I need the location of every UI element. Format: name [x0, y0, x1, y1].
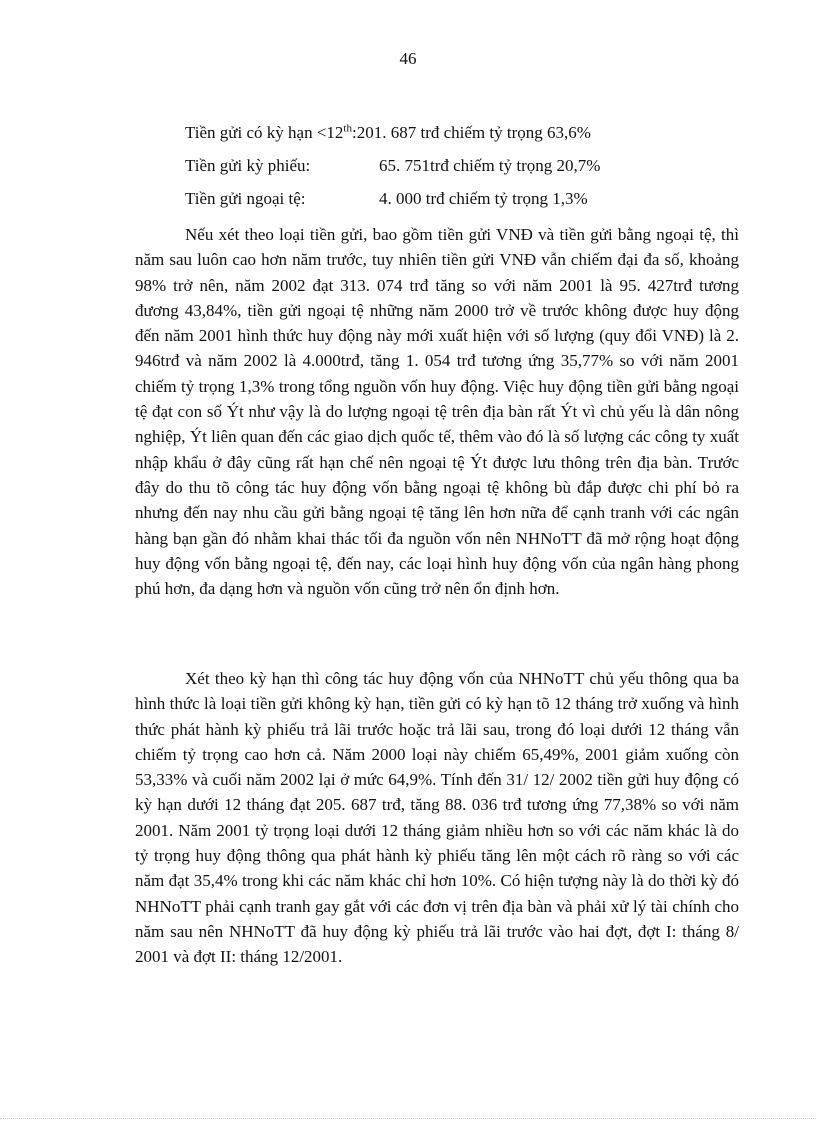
page-number: 46: [399, 49, 417, 68]
deposit-label-foreign-currency: Tiền gửi ngoại tệ:: [185, 189, 306, 208]
deposit-label-term-text: Tiền gửi có kỳ hạn <12: [185, 123, 344, 142]
deposit-row-foreign-currency: [185, 187, 745, 220]
deposit-label-promissory: Tiền gửi kỳ phiếu:: [185, 156, 311, 175]
paragraph-deposit-by-term: Xét theo kỳ hạn thì công tác huy động vốn của NHNoTT chủ yếu thông qua ba hình thức là loại tiền gửi không kỳ hạn, tiền gửi có kỳ hạn tõ 12 tháng trở xuống và hình thức phát hành kỳ phiếu trả lãi trước hoặc trả lãi sau, trong đó loại dưới 12 tháng vẫn chiếm tỷ trọng cao hơn cả. Năm 2000 loại này chiếm 65,49%, 2001 giảm xuống còn 53,33% và cuối năm 2002 lại ở mức 64,9%. Tính đến 31/ 12/ 2002 tiền gửi huy động có kỳ hạn dưới 12 tháng đạt 205. 687 trđ, tăng 88. 036 trđ tương ứng 77,38% so với năm 2001. Năm 2001 tỷ trọng loại dưới 12 tháng giảm nhiều hơn so với các năm khác là do tỷ trọng huy động thông qua phát hành kỳ phiếu tăng lên một cách rõ ràng so với các năm đạt 35,4% trong khi các năm khác chỉ hơn 10%. Có hiện tượng này là do thời kỳ đó NHNoTT phải cạnh tranh gay gắt với các đơn vị trên địa bàn và phải xử lý tài chính cho năm sau nên NHNoTT đã huy động kỳ phiếu trả lãi trước vào hai đợt, đợt I: tháng 8/ 2001 và đợt II: tháng 12/2001.: [135, 669, 739, 967]
deposit-value-promissory: 65. 751trđ chiếm tỷ trọng 20,7%: [379, 156, 601, 175]
page-bottom-divider: [0, 1118, 816, 1119]
deposit-row-term: [185, 121, 745, 154]
deposit-value-foreign-currency: 4. 000 trđ chiếm tỷ trọng 1,3%: [379, 189, 588, 208]
paragraph-deposit-by-currency: Nếu xét theo loại tiền gửi, bao gồm tiền gửi VNĐ và tiền gửi bằng ngoại tệ, thì năm sau luôn cao hơn năm trước, tuy nhiên tiền gửi VNĐ vẫn chiếm đại đa số, khoảng 98% trở nên, năm 2002 đạt 313. 074 trđ tăng so với năm 2001 là 95. 427trđ tương đương 43,84%, tiền gửi ngoại tệ những năm 2000 trở về trước không được huy động đến năm 2001 hình thức huy động này mới xuất hiện với số lượng (quy đổi VNĐ) là 2. 946trđ và năm 2002 là 4.000trđ, tăng 1. 054 trđ tương ứng 35,77% so với năm 2001 chiếm tỷ trọng 1,3% trong tổng nguồn vốn huy động. Việc huy động tiền gửi bằng ngoại tệ đạt con số Ýt như vậy là do lượng ngoại tệ trên địa bàn rất Ýt vì chủ yếu là dân nông nghiệp, Ýt liên quan đến các giao dịch quốc tế, thêm vào đó là số lượng các công ty xuất nhập khẩu ở đây cũng rất hạn chế nên ngoại tệ Ýt được lưu thông trên địa bàn. Trước đây do thu tõ công tác huy động vốn bằng ngoại tệ không bù đắp được chi phí bỏ ra nhưng đến nay nhu cầu gửi bằng ngoại tệ tăng lên hơn nữa để cạnh tranh với các ngân hàng bạn gần đó nhằm khai thác tối đa nguồn vốn nên NHNoTT đã mở rộng hoạt động huy động vốn bằng ngoại tệ, đến nay, các loại hình huy động vốn của ngân hàng phong phú hơn, đa dạng hơn và nguồn vốn cũng trở nên ổn định hơn.: [135, 225, 739, 599]
deposit-value-term: 201. 687 trđ chiếm tỷ trọng 63,6%: [356, 123, 591, 142]
deposit-label-term: [185, 121, 357, 145]
deposit-row-promissory: [185, 154, 745, 187]
deposit-label-term-colon: :: [351, 123, 357, 142]
deposit-list: [185, 121, 745, 220]
deposit-label-term-superscript: th: [343, 122, 352, 135]
